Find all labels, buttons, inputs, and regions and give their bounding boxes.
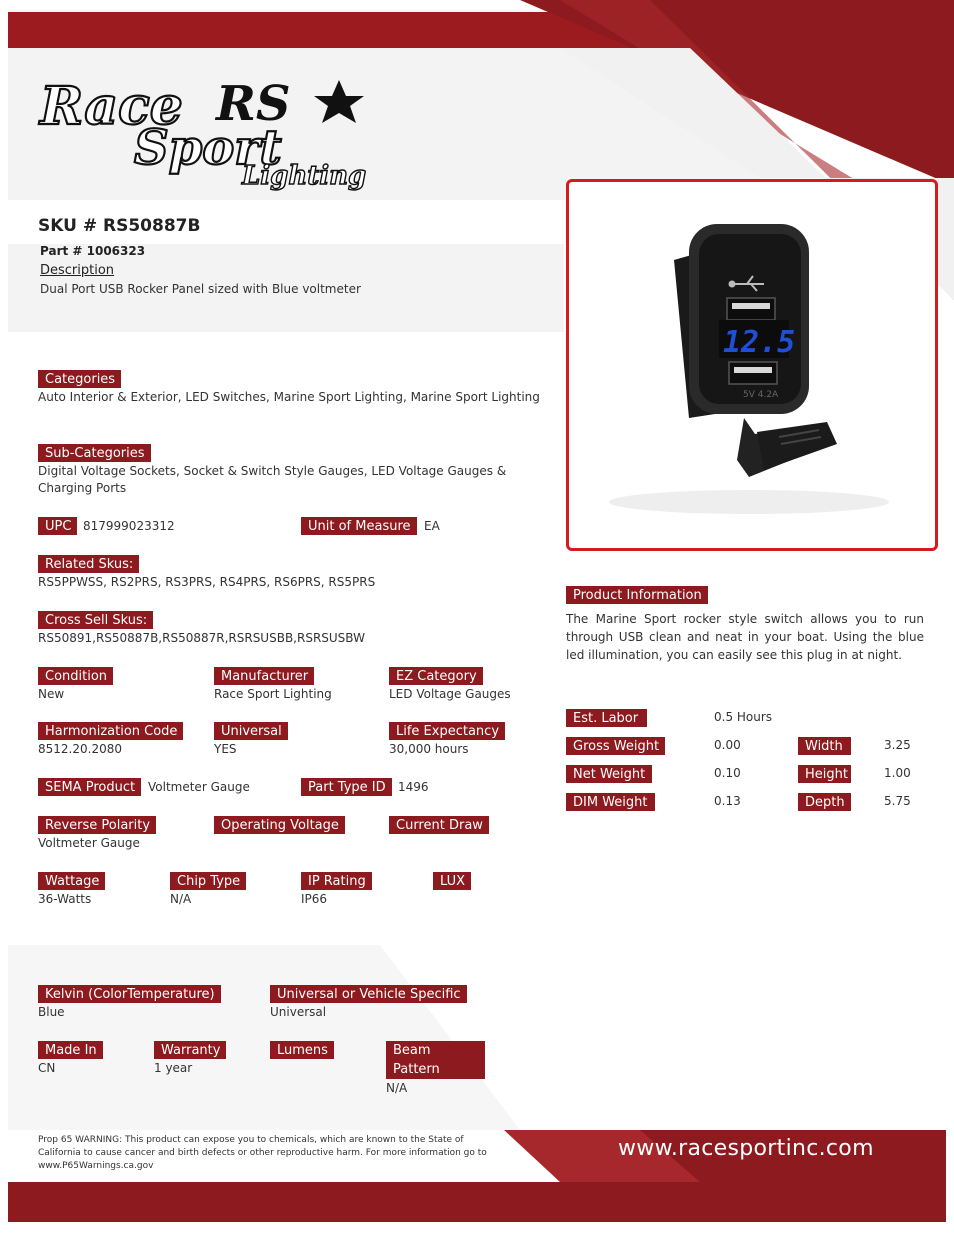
net-weight-label: Net Weight [566, 765, 652, 783]
dim-weight-value: 0.13 [714, 794, 741, 808]
ip-rating-value: IP66 [301, 892, 328, 906]
beam-pattern-label-line2: Pattern [393, 1062, 440, 1077]
warranty-value: 1 year [154, 1061, 193, 1075]
part-type-id-value: 1496 [398, 780, 429, 794]
voltage-display: 12.5 [723, 325, 796, 360]
est-labor-value: 0.5 Hours [714, 710, 773, 724]
unit-of-measure-value: EA [424, 519, 440, 533]
upc-label: UPC [38, 517, 77, 535]
cross-sell-skus-value: RS50891,RS50887B,RS50887R,RSRSUSBB,RSRSUSBW [38, 631, 365, 645]
depth-value: 5.75 [884, 794, 911, 808]
sema-product-value: Voltmeter Gauge [148, 780, 250, 794]
net-weight-value: 0.10 [714, 766, 741, 780]
product-information-text: The Marine Sport rocker style switch allows you to run through USB clean and neat in your boat. Using the blue led illumination, you can easily see this plug in at night. [566, 612, 924, 662]
chip-type-value: N/A [170, 892, 192, 906]
lux-label: LUX [433, 872, 471, 890]
manufacturer-value: Race Sport Lighting [214, 687, 332, 701]
ez-category-value: LED Voltage Gauges [389, 687, 511, 701]
kelvin-value: Blue [38, 1005, 65, 1019]
sub-categories-value-line1: Digital Voltage Sockets, Socket & Switch Style Gauges, LED Voltage Gauges & [38, 464, 507, 478]
universal-or-vehicle-value: Universal [270, 1005, 327, 1019]
width-value: 3.25 [884, 738, 911, 752]
est-labor-label: Est. Labor [566, 709, 647, 727]
wattage-value: 36-Watts [38, 892, 92, 906]
sku-title: SKU # RS50887B [38, 216, 201, 236]
star-icon [314, 80, 364, 123]
cross-sell-skus-label: Cross Sell Skus: [38, 611, 153, 629]
life-expectancy-value: 30,000 hours [389, 742, 469, 756]
product-photo-frame [566, 179, 938, 551]
sub-categories-label: Sub-Categories [38, 444, 151, 462]
condition-value: New [38, 687, 65, 701]
width-label: Width [798, 737, 851, 755]
condition-label: Condition [38, 667, 113, 685]
part-number: Part # 1006323 [40, 244, 146, 258]
universal-or-vehicle-label: Universal or Vehicle Specific [270, 985, 467, 1003]
description-text: Dual Port USB Rocker Panel sized with Blue voltmeter [40, 282, 361, 296]
prop65-warning: Prop 65 WARNING: This product can expose you to chemicals, which are known to the State of California to cause cancer and birth defects or other reproductive harm. For more information go to www.P65Warnings.ca.gov [38, 1135, 487, 1171]
current-draw-label: Current Draw [389, 816, 489, 834]
height-label: Height [798, 765, 851, 783]
universal-value: YES [214, 742, 237, 756]
race-sport-logo [34, 72, 384, 197]
kelvin-label: Kelvin (ColorTemperature) [38, 985, 221, 1003]
logo-lighting: Lighting [242, 161, 367, 191]
depth-label: Depth [798, 793, 851, 811]
ez-category-label: EZ Category [389, 667, 483, 685]
beam-pattern-label [386, 1041, 485, 1079]
related-skus-value: RS5PPWSS, RS2PRS, RS3PRS, RS4PRS, RS6PRS, RS5PRS [38, 575, 376, 589]
upc-value: 817999023312 [83, 519, 175, 533]
unit-of-measure-label: Unit of Measure [301, 517, 417, 535]
gross-weight-label: Gross Weight [566, 737, 665, 755]
reverse-polarity-value: Voltmeter Gauge [38, 836, 140, 850]
categories-value: Auto Interior & Exterior, LED Switches, Marine Sport Lighting, Marine Sport Lighting [38, 390, 540, 404]
sema-product-label: SEMA Product [38, 778, 141, 796]
website-link[interactable]: www.racesportinc.com [618, 1136, 874, 1161]
life-expectancy-label: Life Expectancy [389, 722, 505, 740]
reverse-polarity-label: Reverse Polarity [38, 816, 156, 834]
dim-weight-label: DIM Weight [566, 793, 655, 811]
universal-label: Universal [214, 722, 288, 740]
harmonization-code-label: Harmonization Code [38, 722, 183, 740]
logo-sport: Sport [134, 120, 282, 176]
beam-pattern-label-line1: Beam [393, 1043, 431, 1058]
part-type-id-label: Part Type ID [301, 778, 392, 796]
usb-rocker-panel-image [569, 182, 935, 548]
harmonization-code-value: 8512.20.2080 [38, 742, 122, 756]
related-skus-label: Related Skus: [38, 555, 139, 573]
logo-rs: RS [216, 76, 291, 132]
warranty-label: Warranty [154, 1041, 226, 1059]
chip-type-label: Chip Type [170, 872, 246, 890]
categories-label: Categories [38, 370, 121, 388]
operating-voltage-label: Operating Voltage [214, 816, 345, 834]
bottom-red-band [8, 1182, 946, 1222]
made-in-label: Made In [38, 1041, 103, 1059]
beam-pattern-value: N/A [386, 1081, 408, 1095]
gross-weight-value: 0.00 [714, 738, 741, 752]
lumens-label: Lumens [270, 1041, 334, 1059]
sub-categories-value-line2: Charging Ports [38, 481, 127, 495]
manufacturer-label: Manufacturer [214, 667, 314, 685]
ip-rating-label: IP Rating [301, 872, 372, 890]
usb-spec-text: 5V 4.2A [743, 390, 779, 400]
description-label[interactable]: Description [40, 263, 115, 278]
height-value: 1.00 [884, 766, 911, 780]
product-information-label: Product Information [566, 586, 708, 604]
logo-race: Race [40, 76, 183, 137]
wattage-label: Wattage [38, 872, 105, 890]
made-in-value: CN [38, 1061, 56, 1075]
